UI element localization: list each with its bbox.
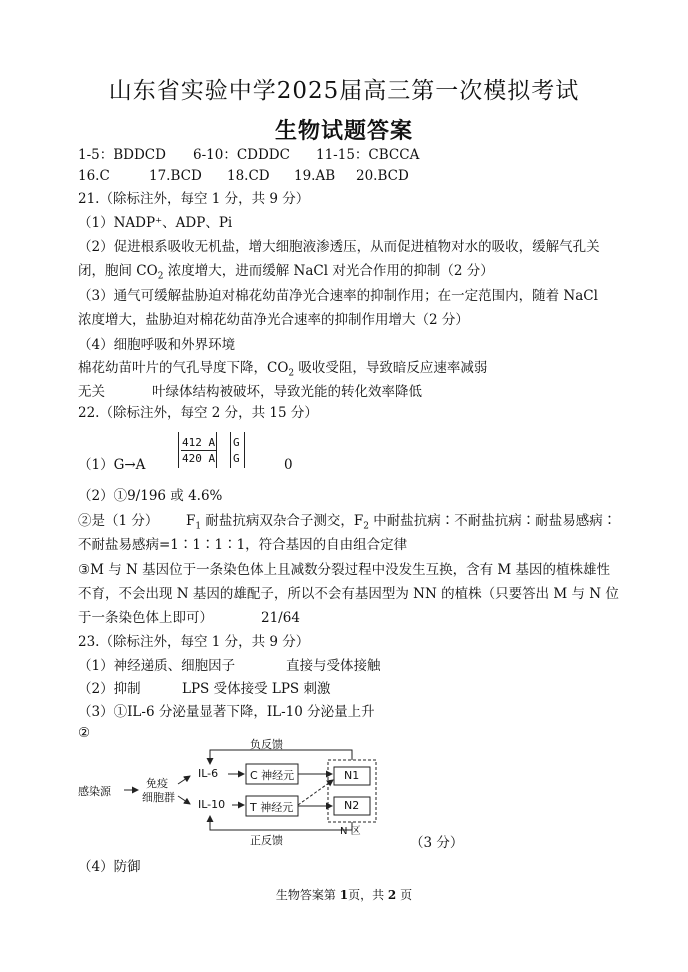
subject-title: 生物试题答案: [274, 118, 413, 144]
q21-part4: （4）细胞呼吸和外界环境: [78, 337, 236, 353]
q22-part2: （2）①9/196 或 4.6%: [78, 488, 223, 504]
exam-title: 山东省实验中学2025届高三第一次模拟考试: [108, 78, 580, 104]
q23-part2b: LPS 受体接受 LPS 刺激: [182, 681, 331, 697]
q22-part1: （1）G→A: [78, 457, 146, 473]
q22-part2-answer2b: $F_1$ 耐盐抗病双杂合子测交，$F_2$ 中耐盐抗病∶不耐盐抗病∶耐盐易感病∶: [186, 513, 617, 532]
arrow-immune-to-il10: [178, 796, 190, 804]
q22-part3-line1: ③M 与 N 基因位于一条染色体上且减数分裂过程中没发生互换，含有 M 基因的植株雄性: [78, 562, 611, 578]
il6-label: IL-6: [198, 767, 219, 780]
mc-answer-19: 19.AB: [294, 168, 336, 184]
n1-label: N1: [344, 769, 360, 782]
page-footer: 生物答案第 1页，共 2 页: [275, 888, 413, 902]
q21-part2-line1: （2）促进根系吸收无机盐，增大细胞液渗透压，从而促进植物对水的吸收，缓解气孔关: [78, 239, 600, 255]
q21-part1: （1）NADP⁺、ADP、Pi: [78, 215, 233, 231]
infection-source-label: 感染源: [78, 785, 111, 798]
q22-part3-line3: 于一条染色体上即可）: [78, 610, 213, 626]
q22-part2-answer2a: ②是（1 分）: [78, 513, 159, 529]
il10-label: IL-10: [198, 798, 226, 811]
immune-cells-label-2: 细胞群: [142, 791, 175, 804]
n2-label: N2: [344, 799, 360, 812]
q23-part1a: （1）神经递质、细胞因子: [78, 658, 236, 674]
q21-part2-line2: 闭，胞间 $CO_2$ 浓度增大，进而缓解 NaCl 对光合作用的抑制（2 分）: [78, 263, 494, 282]
q23-part4: （4）防御: [78, 859, 141, 875]
mc-answer-1-5: 1-5：BDDCD: [78, 147, 166, 163]
positive-feedback-line: [210, 816, 352, 830]
sequence-base-g1: G: [233, 436, 240, 449]
mc-answer-18: 18.CD: [227, 168, 270, 184]
mc-answer-6-10: 6-10：CDDDC: [193, 147, 290, 163]
q23-part3: （3）①IL-6 分泌量显著下降，IL-10 分泌量上升: [78, 704, 375, 720]
q22-part3-line2: 不育，不会出现 N 基因的雄配子，所以不会有基因型为 NN 的植株（只要答出 M 与 N 位: [78, 586, 619, 602]
q21-header: 21.（除标注外，每空 1 分，共 9 分）: [78, 191, 310, 207]
c-neuron-label: C 神经元: [250, 769, 295, 782]
q21-part4-answer2: 棉花幼苗叶片的气孔导度下降，$CO_2$ 吸收受阻，导致暗反应速率减弱: [78, 360, 488, 379]
q21-part3-line2: 浓度增大，盐胁迫对棉花幼苗净光合速率的抑制作用增大（2 分）: [78, 312, 469, 328]
q23-header: 23.（除标注外，每空 1 分，共 9 分）: [78, 634, 310, 650]
mc-answer-16: 16.C: [78, 168, 110, 184]
q21-part3-line1: （3）通气可缓解盐胁迫对棉花幼苗净光合速率的抑制作用；在一定范围内，随着 NaCl: [78, 288, 598, 304]
q21-part4-answer4: 叶绿体结构被破坏，导致光能的转化效率降低: [152, 384, 422, 400]
q23-part3-marker: ②: [78, 725, 91, 741]
q22-part1-zero: 0: [284, 457, 293, 473]
positive-feedback-label: 正反馈: [250, 834, 283, 847]
q21-part4-answer3: 无关: [78, 384, 105, 400]
sequence-peak-420: 420 A: [182, 452, 216, 465]
q22-part3-answer: 21/64: [261, 610, 300, 626]
t-neuron-label: T 神经元: [250, 801, 294, 814]
negative-feedback-label: 负反馈: [250, 738, 283, 751]
q22-header: 22.（除标注外，每空 2 分，共 15 分）: [78, 405, 318, 421]
arrow-immune-to-il6: [178, 776, 190, 784]
q23-part2a: （2）抑制: [78, 681, 141, 697]
mc-answer-17: 17.BCD: [149, 168, 202, 184]
mc-answer-11-15: 11-15：CBCCA: [316, 147, 420, 163]
diagram-points: （3 分）: [410, 835, 464, 851]
q22-ratio-line: 不耐盐易感病=1∶1∶1∶1，符合基因的自由组合定律: [78, 537, 408, 553]
immune-cells-label-1: 免疫: [146, 777, 168, 790]
mc-answer-20: 20.BCD: [356, 168, 409, 184]
sequence-base-g2: G: [233, 452, 240, 465]
n-region-label: N 区: [340, 826, 361, 837]
q23-part1b: 直接与受体接触: [286, 658, 381, 674]
negative-feedback-line: [210, 750, 352, 764]
sequence-peak-412: 412 A: [182, 436, 216, 449]
